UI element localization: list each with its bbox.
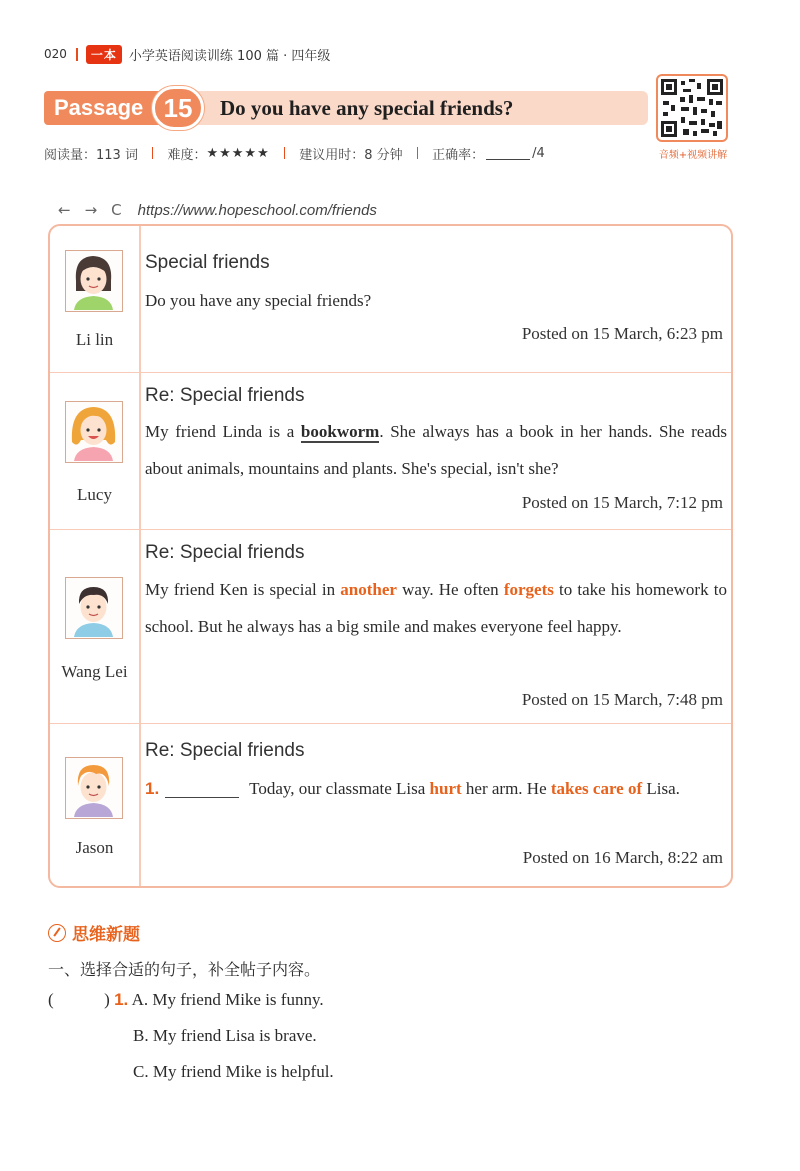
- key-word: takes care of: [550, 779, 643, 798]
- post-timestamp: Posted on 16 March, 8:22 am: [522, 848, 723, 867]
- post-timestamp: Posted on 15 March, 7:48 pm: [521, 690, 723, 709]
- page-number: 020: [44, 47, 67, 61]
- user-name: Lucy: [77, 485, 112, 504]
- reload-icon[interactable]: C: [111, 201, 122, 219]
- option-a[interactable]: A. My friend Mike is funny.: [131, 990, 324, 1009]
- word-count: 阅读量：113 词: [44, 147, 138, 163]
- avatar: [65, 250, 123, 312]
- post-subject: Re: Special friends: [145, 542, 305, 563]
- answer-blank[interactable]: [165, 780, 239, 798]
- back-arrow-icon[interactable]: ←: [58, 201, 71, 219]
- passage-title: Do you have any special friends?: [220, 96, 514, 120]
- option-b[interactable]: B. My friend Lisa is brave.: [133, 1026, 317, 1045]
- post-body: [145, 770, 727, 807]
- reading-info: [44, 143, 545, 163]
- post-timestamp: Posted on 15 March, 6:23 pm: [521, 324, 723, 343]
- brand-logo: 一本: [86, 45, 122, 64]
- browser-bar: [58, 199, 377, 221]
- header-divider: [76, 48, 78, 61]
- accuracy-total: /4: [532, 145, 545, 161]
- post-text: My friend Ken is special in: [145, 580, 341, 599]
- avatar: [65, 757, 123, 819]
- post-text: . She always has a book in her hands. She reads about animals, mountains and plants. She's special, isn't she?: [145, 422, 727, 478]
- post-text: to take his homework to school. But he always has a big smile and makes everyone feel happy.: [145, 580, 727, 636]
- post-text: Today, our classmate Lisa: [245, 779, 430, 798]
- post-text: My friend Linda is a: [145, 422, 301, 441]
- question-line: [48, 990, 324, 1010]
- info-divider: [417, 147, 419, 159]
- question-number: 1.: [114, 990, 129, 1009]
- passage-label: Passage: [44, 91, 184, 125]
- qr-code-icon[interactable]: [656, 74, 728, 142]
- user-name: Li lin: [75, 330, 114, 349]
- exercise-instruction: 一、选择合适的句子，补全帖子内容。: [48, 960, 321, 979]
- url-text[interactable]: https://www.hopeschool.com/friends: [137, 201, 377, 219]
- option-c[interactable]: C. My friend Mike is helpful.: [133, 1062, 334, 1081]
- avatar: [65, 401, 123, 463]
- post-body: Do you have any special friends?: [145, 291, 372, 310]
- answer-paren-close: ): [104, 990, 110, 1009]
- avatar: [65, 577, 123, 639]
- post-timestamp: Posted on 15 March, 7:12 pm: [521, 493, 723, 512]
- qr-caption: 音频+视频讲解: [658, 150, 728, 161]
- pencil-icon: [48, 924, 66, 942]
- series-title: 小学英语阅读训练 100 篇 · 四年级: [128, 48, 331, 64]
- forum-post: [50, 226, 731, 372]
- key-word: another: [340, 580, 397, 599]
- accuracy-blank[interactable]: [486, 146, 530, 160]
- answer-paren-open: (: [48, 990, 54, 1009]
- post-subject: Re: Special friends: [145, 385, 305, 406]
- forum-post: [50, 372, 731, 529]
- accuracy-label: 正确率：: [432, 147, 485, 163]
- section-title-text: 思维新题: [72, 925, 140, 945]
- key-word: hurt: [429, 779, 462, 798]
- post-body: [145, 413, 727, 487]
- forum-post: [50, 529, 731, 723]
- passage-title-bar: [44, 86, 648, 128]
- page-header: [44, 44, 330, 64]
- forum-panel: [48, 224, 733, 888]
- user-name: Jason: [75, 838, 114, 857]
- post-body: [145, 571, 727, 645]
- info-divider: [152, 147, 154, 159]
- passage-number: 15: [152, 86, 204, 130]
- key-word: bookworm: [300, 422, 380, 441]
- forum-post: [50, 723, 731, 888]
- question-number: 1.: [145, 779, 160, 798]
- suggested-time: 建议用时：8 分钟: [299, 147, 403, 163]
- post-text: way. He often: [396, 580, 504, 599]
- user-name: Wang Lei: [61, 662, 128, 681]
- post-subject: Special friends: [145, 252, 270, 273]
- difficulty-label: 难度：: [167, 147, 207, 163]
- difficulty-stars: ★★★★★: [206, 145, 270, 161]
- key-word: forgets: [503, 580, 554, 599]
- post-text: Lisa.: [642, 779, 680, 798]
- exercise-section-title: [48, 920, 140, 945]
- post-subject: Re: Special friends: [145, 740, 305, 761]
- info-divider: [284, 147, 286, 159]
- forward-arrow-icon[interactable]: →: [84, 201, 98, 219]
- post-text: her arm. He: [461, 779, 551, 798]
